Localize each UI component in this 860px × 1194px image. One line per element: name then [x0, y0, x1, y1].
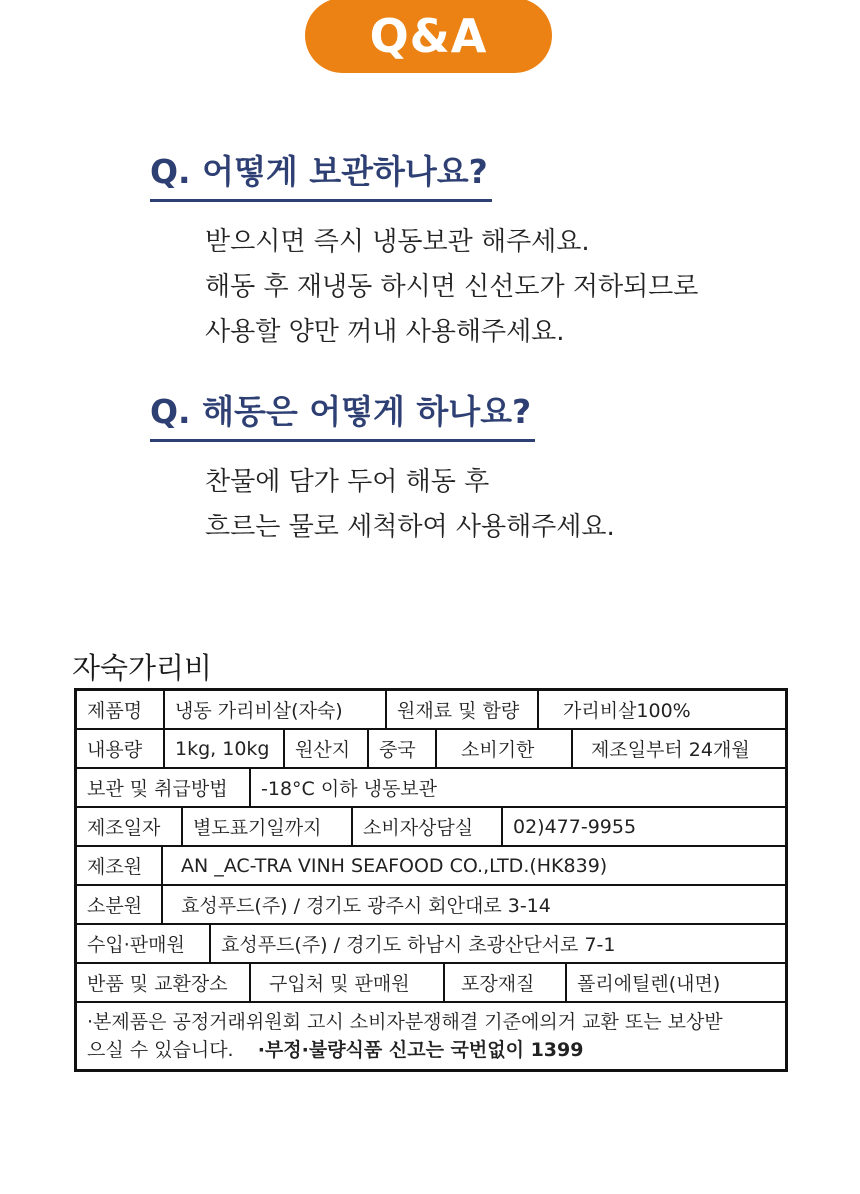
spec-value: -18°C 이하 냉동보관 [261, 778, 438, 800]
spec-label: 원산지 [285, 730, 369, 767]
spec-label: 반품 및 교환장소 [77, 964, 251, 1001]
table-row [77, 730, 785, 769]
spec-label: 소비기한 [437, 730, 573, 767]
answer-line: 찬물에 담가 두어 해동 후 [205, 467, 490, 497]
answer-line: 흐르는 물로 세척하여 사용해주세요. [205, 512, 615, 542]
report-hotline-text: ·부정·불량식품 신고는 국번없이 1399 [257, 1039, 584, 1061]
spec-label: 제조일자 [77, 808, 183, 845]
table-row [77, 769, 785, 808]
spec-label: 원재료 및 함량 [387, 691, 539, 728]
spec-value: 제조일부터 24개월 [591, 739, 750, 761]
qa-item-thawing [150, 386, 615, 550]
spec-value: 효성푸드(주) / 경기도 하남시 초광산단서로 7-1 [221, 934, 616, 956]
spec-value: AN _AC-TRA VINH SEAFOOD CO.,LTD.(HK839) [181, 854, 608, 877]
spec-label: 제조원 [77, 847, 163, 884]
table-row [77, 925, 785, 964]
table-row [77, 886, 785, 925]
note-line: ·본제품은 공정거래위원회 고시 소비자분쟁해결 기준에의거 교환 또는 보상받 [87, 1011, 723, 1033]
answer-line: 해동 후 재냉동 하시면 신선도가 저하되므로 [205, 272, 699, 302]
spec-label: 보관 및 취급방법 [77, 769, 251, 806]
note-text: 으실 수 있습니다. [87, 1039, 234, 1061]
spec-value: 02)477-9955 [513, 815, 637, 838]
spec-value: 효성푸드(주) / 경기도 광주시 회안대로 3-14 [181, 895, 551, 917]
question-title: Q. 어떻게 보관하나요? [150, 146, 492, 202]
product-title: 자숙가리비 [72, 651, 213, 685]
spec-label: 소비자상담실 [353, 808, 503, 845]
qa-badge: Q&A [305, 0, 552, 73]
qa-item-storage [150, 146, 698, 355]
answer-text [205, 220, 698, 355]
spec-label: 제품명 [77, 691, 165, 728]
table-row [77, 808, 785, 847]
product-spec-table [74, 688, 788, 1072]
spec-value: 1kg, 10kg [165, 730, 285, 767]
spec-value: 폴리에틸렌(내면) [577, 973, 721, 995]
table-row [77, 964, 785, 1003]
spec-label: 내용량 [77, 730, 165, 767]
table-row [77, 691, 785, 730]
answer-line: 사용할 양만 꺼내 사용해주세요. [205, 317, 565, 347]
spec-label: 구입처 및 판매원 [251, 964, 445, 1001]
table-row [77, 847, 785, 886]
spec-value: 별도표기일까지 [183, 808, 353, 845]
spec-label: 포장재질 [445, 964, 567, 1001]
question-title: Q. 해동은 어떻게 하나요? [150, 386, 535, 442]
note-line [87, 1036, 775, 1064]
spec-value: 가리비살100% [563, 700, 691, 722]
answer-text [205, 460, 615, 550]
spec-label: 수입·판매원 [77, 925, 211, 962]
spec-value: 중국 [369, 730, 437, 767]
table-note [77, 1003, 785, 1069]
spec-value: 냉동 가리비살(자숙) [165, 691, 387, 728]
answer-line: 받으시면 즉시 냉동보관 해주세요. [205, 227, 590, 257]
spec-label: 소분원 [77, 886, 163, 923]
